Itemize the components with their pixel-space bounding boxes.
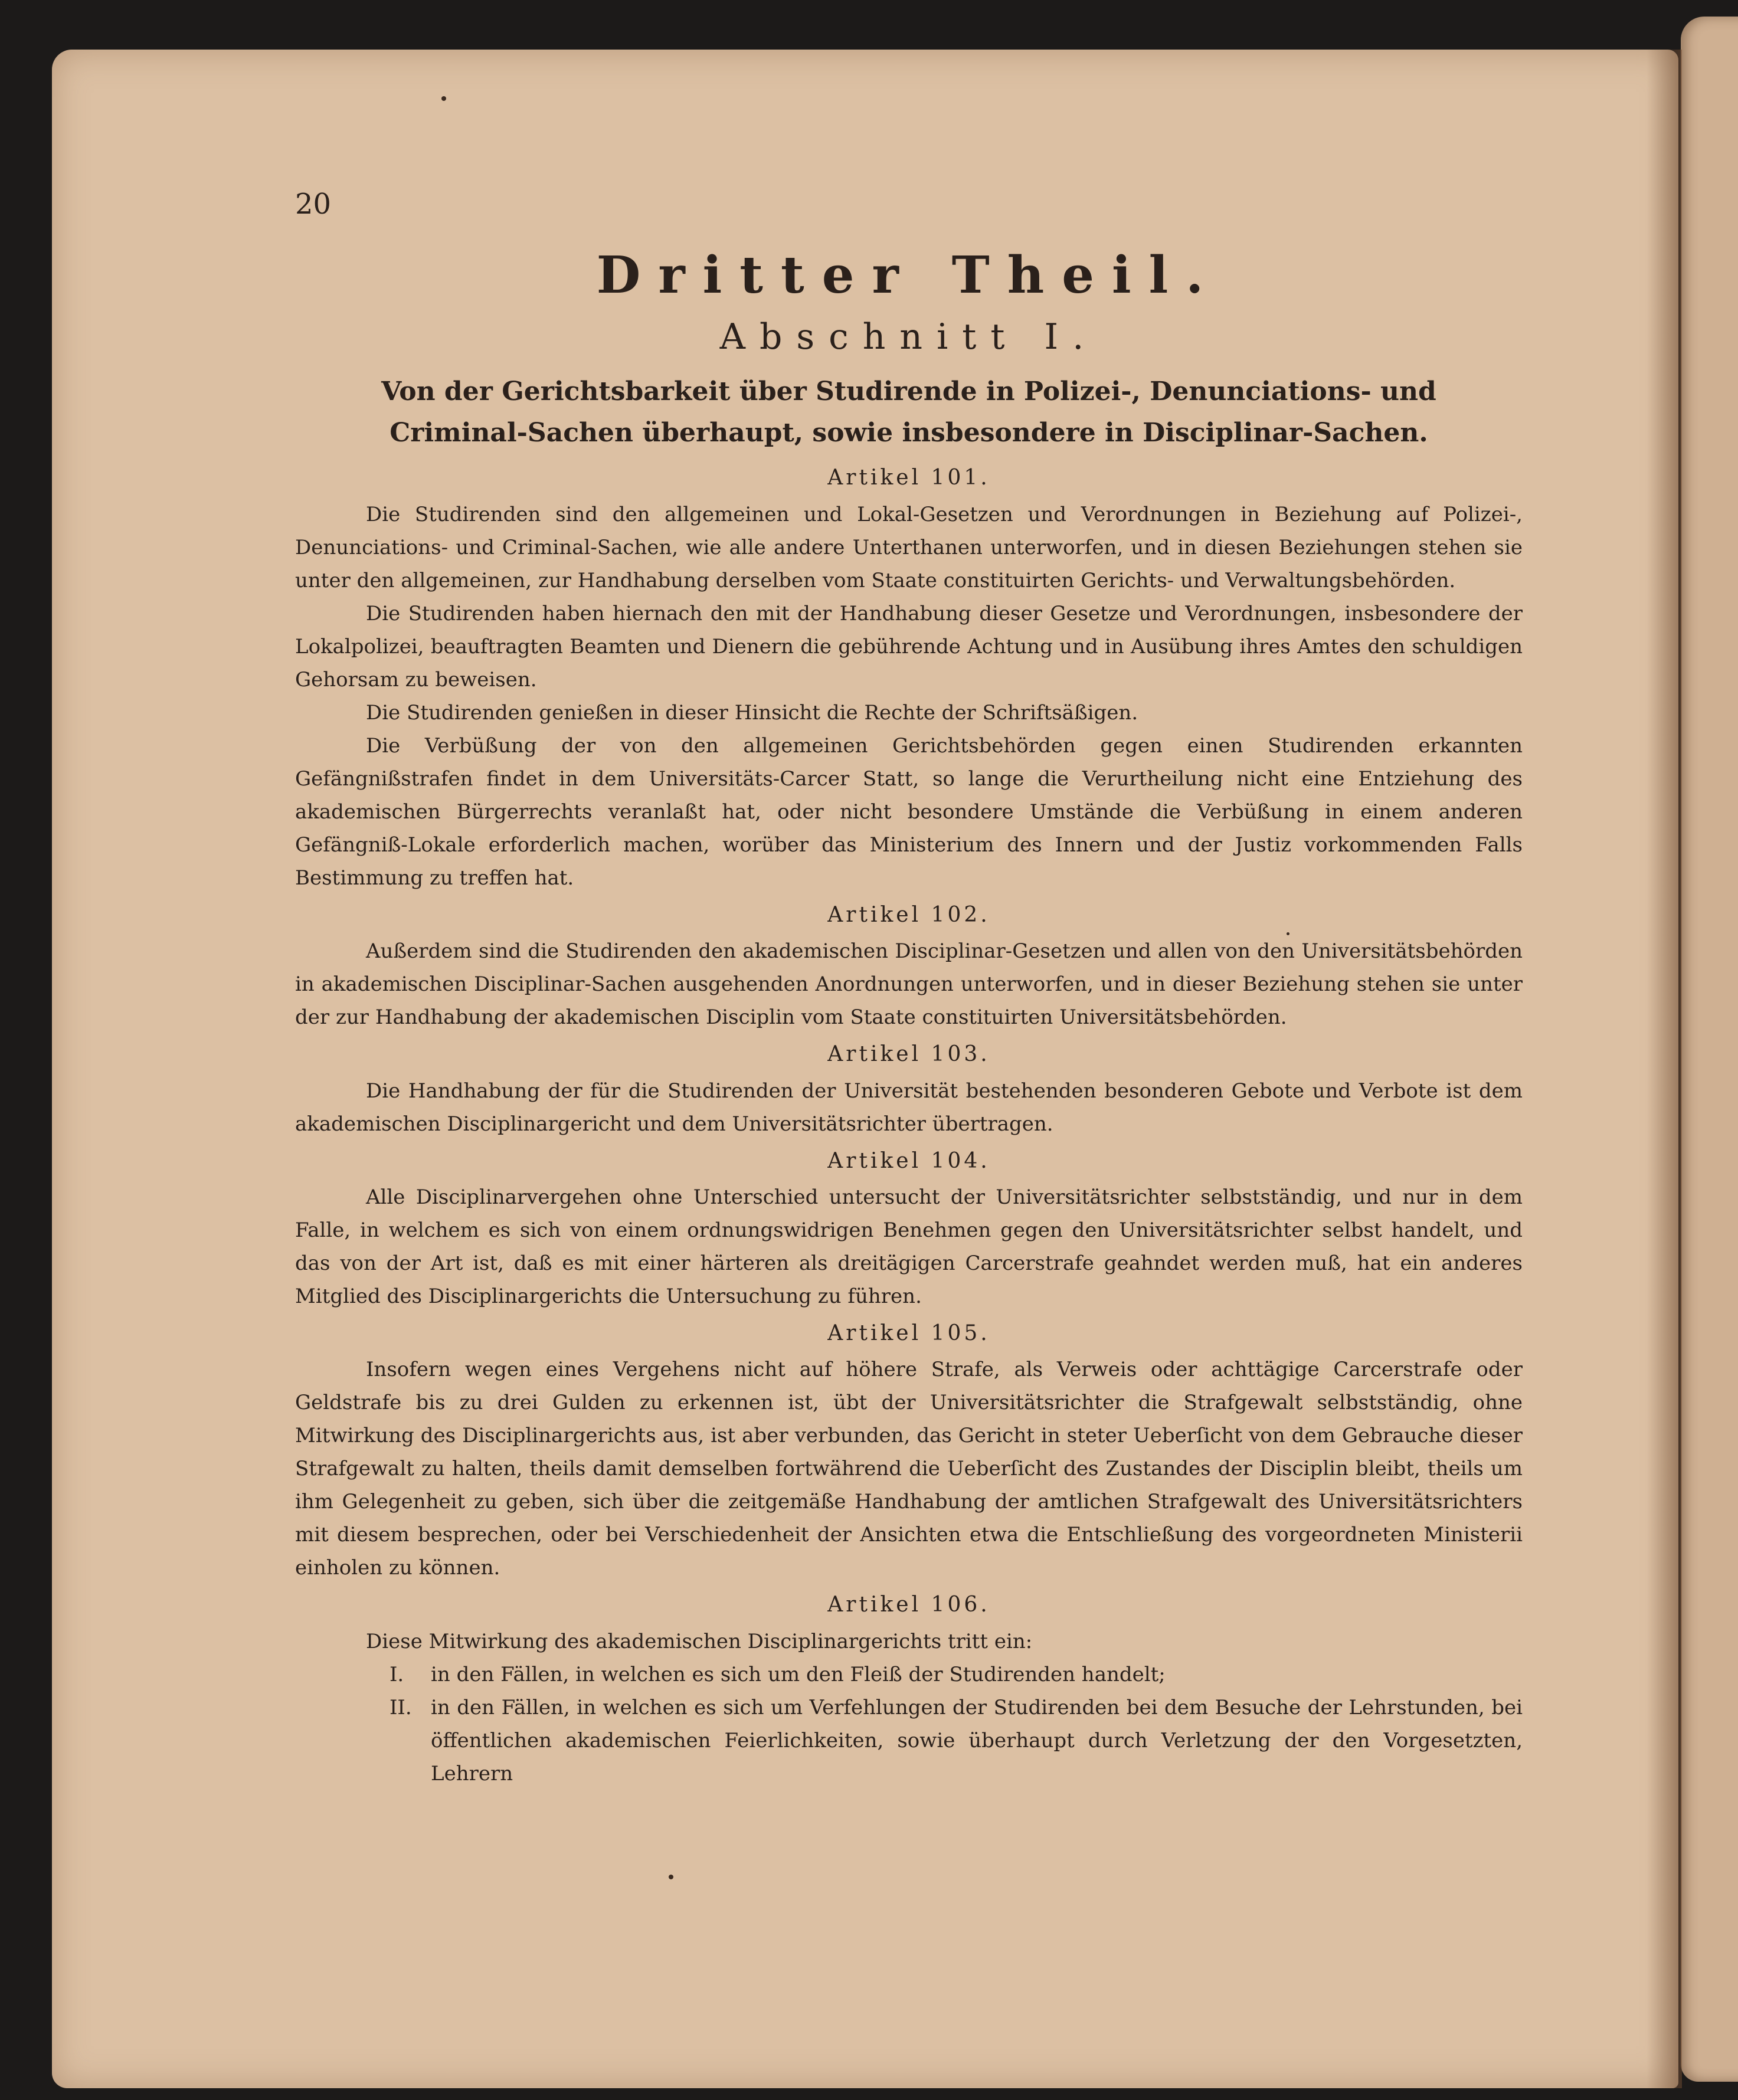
- page-content: [295, 177, 1523, 1790]
- article-106: [295, 1590, 1523, 1790]
- article-101: [295, 463, 1523, 894]
- article-paragraph: Diese Mitwirkung des akademischen Disciplinargerichts tritt ein:: [366, 1629, 1033, 1653]
- next-page-edge: [1681, 17, 1738, 2082]
- article-104: [295, 1146, 1523, 1313]
- paper-speck: [669, 1875, 673, 1879]
- list-item-text: in den Fällen, in welchen es sich um den Fleiß der Studirenden handelt;: [431, 1662, 1166, 1686]
- article-102: [295, 900, 1523, 1034]
- article-paragraph: Die Studirenden haben hiernach den mit der Handhabung dieser Gesetze und Verordnungen, insbesondere der Lokalpolizei, beauftragten Beamten und Dienern die gebührende Achtung und in Ausübung ihres Amtes den schuldigen Gehorsam zu beweisen.: [295, 601, 1523, 692]
- article-paragraph: Insofern wegen eines Vergehens nicht auf höhere Strafe, als Verweis oder achttägige Carcerstrafe oder Geldstrafe bis zu drei Gulden zu erkennen ist, übt der Universitätsrichter die Strafgewalt selbstständig, ohne Mitwirkung des Disciplinargerichts aus, ist aber verbunden, das Gericht in steter Ueberſicht von dem Gebrauche dieser Strafgewalt zu halten, theils damit demselben fortwährend die Ueberſicht des Zustandes der Disciplin bleibt, theils um ihm Gelegenheit zu geben, sich über die zeitgemäße Handhabung der amtlichen Strafgewalt des Universitätsrichters mit diesem besprechen, oder bei Verschiedenheit der Ansichten etwa die Entschließung des vorgeordneten Ministerii einholen zu können.: [295, 1358, 1523, 1580]
- article-paragraph: Alle Disciplinarvergehen ohne Unterschied untersucht der Universitätsrichter selbstständig, und nur in dem Falle, in welchem es sich von einem ordnungswidrigen Benehmen gegen den Universitätsrichter selbst handelt, und das von der Art ist, daß es mit einer härteren als dreitägigen Carcerstrafe geahndet werden muß, hat ein anderes Mitglied des Disciplinargerichts die Untersuchung zu führen.: [295, 1185, 1523, 1308]
- article-heading: Artikel 102.: [827, 902, 990, 927]
- paper-speck: [441, 96, 446, 101]
- list-item: [390, 1691, 1523, 1790]
- list-item-text: in den Fällen, in welchen es sich um Verfehlungen der Studirenden bei dem Besuche der Lehrstunden, bei öffentlichen akademischen Feierlichkeiten, sowie überhaupt durch Verletzung der den Vorgesetzten, Lehrern: [431, 1695, 1523, 1786]
- gutter-shadow: [1647, 50, 1682, 2088]
- article-105: [295, 1319, 1523, 1584]
- part-title: Dritter Theil.: [596, 245, 1222, 305]
- article-103: [295, 1040, 1523, 1140]
- article-heading: Artikel 105.: [827, 1321, 990, 1345]
- article-heading: Artikel 104.: [827, 1148, 990, 1173]
- article-heading: Artikel 106.: [827, 1593, 990, 1617]
- article-heading: Artikel 103.: [827, 1042, 990, 1067]
- article-paragraph: Die Verbüßung der von den allgemeinen Gerichtsbehörden gegen einen Studirenden erkannten Gefängnißstrafen findet in dem Universitäts-Carcer Statt, so lange die Verurtheilung nicht eine Entziehung des akademischen Bürgerrechts veranlaßt hat, oder nicht besondere Umstände die Verbüßung in einem anderen Gefängniß-Lokale erforderlich machen, worüber das Ministerium des Innern und der Justiz vorkommenden Falls Bestimmung zu treffen hat.: [295, 733, 1523, 890]
- article-paragraph: Außerdem sind die Studirenden den akademischen Disciplinar-Gesetzen und allen von den Universitätsbehörden in akademischen Disciplinar-Sachen ausgehenden Anordnungen unterworfen, und in dieser Beziehung stehen sie unter der zur Handhabung der akademischen Disciplin vom Staate constituirten Universitätsbehörden.: [295, 939, 1523, 1030]
- section-subtitle: Von der Gerichtsbarkeit über Studirende in Polizei-, Denunciations- und Criminal-Sachen überhaupt, sowie insbesondere in Disciplinar-Sachen.: [381, 376, 1436, 448]
- article-list: [295, 1658, 1523, 1790]
- article-heading: Artikel 101.: [827, 466, 990, 490]
- section-title: Abschnitt I.: [719, 316, 1098, 358]
- list-item-number: II.: [390, 1695, 412, 1719]
- article-paragraph: Die Handhabung der für die Studirenden der Universität bestehenden besonderen Gebote und Verbote ist dem akademischen Disciplinargericht und dem Universitätsrichter übertragen.: [295, 1079, 1523, 1136]
- page-number: 20: [295, 188, 332, 221]
- list-item: [390, 1658, 1523, 1691]
- article-paragraph: Die Studirenden genießen in dieser Hinsicht die Rechte der Schriftsäßigen.: [366, 700, 1138, 725]
- list-item-number: I.: [390, 1662, 404, 1686]
- article-paragraph: Die Studirenden sind den allgemeinen und Lokal-Gesetzen und Verordnungen in Beziehung auf Polizei-, Denunciations- und Criminal-Sachen, wie alle andere Unterthanen unterworfen, und in diesen Beziehungen stehen sie unter den allgemeinen, zur Handhabung derselben vom Staate constituirten Gerichts- und Verwaltungsbehörden.: [295, 502, 1523, 592]
